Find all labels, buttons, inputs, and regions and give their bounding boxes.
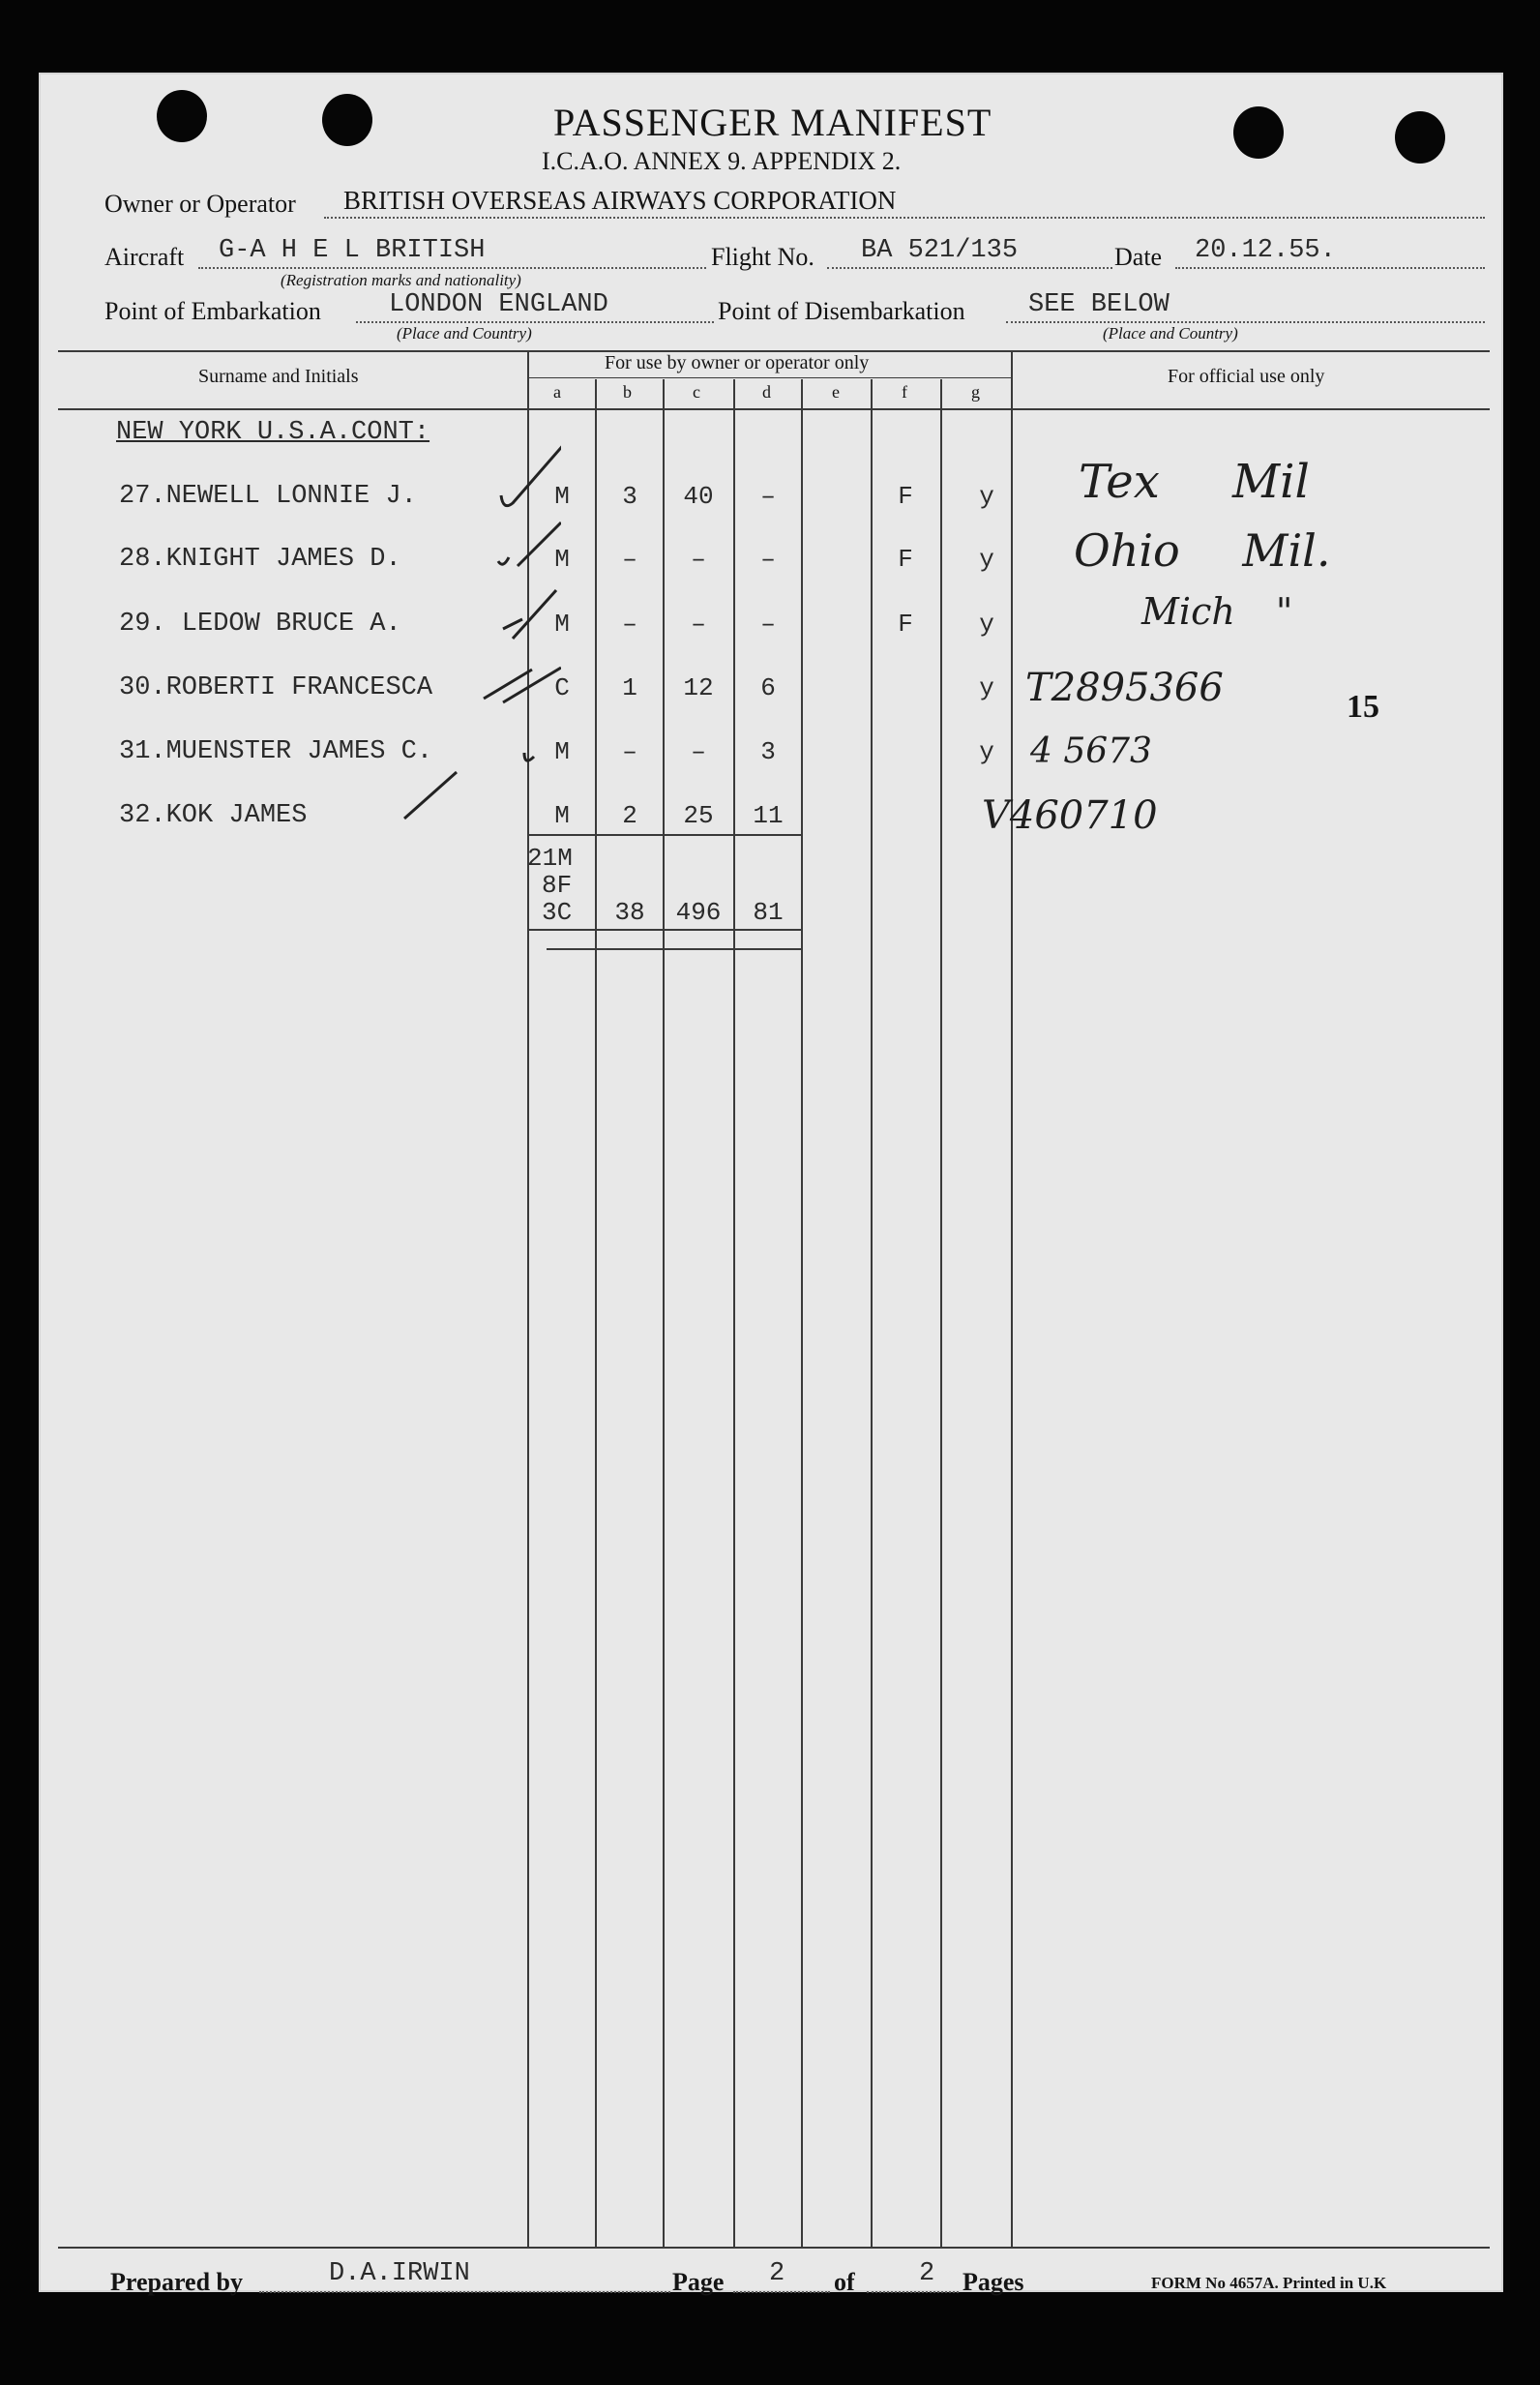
total-a-line2: 8F xyxy=(542,871,573,900)
total-a-line1: 21M xyxy=(527,844,573,873)
total-d: 81 xyxy=(753,898,784,927)
official-note: T2895366 xyxy=(1025,666,1224,710)
official-note: Ohio Mil. xyxy=(1074,524,1331,577)
sub-col-e: e xyxy=(832,382,840,402)
cell-b: 1 xyxy=(622,673,637,702)
passenger-name: 29. LEDOW BRUCE A. xyxy=(119,610,401,639)
embark-dotted-line xyxy=(356,321,714,323)
punch-hole xyxy=(157,90,207,142)
of-dotted-line xyxy=(867,2291,959,2293)
owner-label: Owner or Operator xyxy=(104,190,296,218)
owner-value: BRITISH OVERSEAS AIRWAYS CORPORATION xyxy=(343,186,897,215)
cell-d: – xyxy=(760,545,776,574)
cell-a: M xyxy=(554,482,570,511)
cell-d: 3 xyxy=(760,737,776,766)
total-a-line3: 3C xyxy=(542,898,573,927)
cell-g: y xyxy=(979,737,994,766)
disembark-dotted-line xyxy=(1006,321,1485,323)
check-mark xyxy=(498,522,561,566)
cell-b: – xyxy=(622,610,637,639)
sub-col-c: c xyxy=(693,382,700,402)
header-bottom-rule xyxy=(58,408,1490,410)
date-dotted-line xyxy=(1175,267,1485,269)
official-header: For official use only xyxy=(1168,366,1325,387)
cell-f: F xyxy=(898,545,913,574)
embark-label: Point of Embarkation xyxy=(104,297,321,325)
totals-double-rule xyxy=(547,948,803,950)
check-mark xyxy=(524,753,534,760)
cell-b: – xyxy=(622,737,637,766)
totals-top-rule xyxy=(527,834,803,836)
punch-hole xyxy=(322,94,372,146)
footer-rule xyxy=(58,2247,1490,2249)
flight-dotted-line xyxy=(827,267,1112,269)
cell-g: y xyxy=(979,610,994,639)
sub-col-d: d xyxy=(762,382,771,402)
check-mark xyxy=(404,772,457,819)
owner-use-header: For use by owner or operator only xyxy=(605,352,870,373)
owner-use-rule xyxy=(527,377,1011,378)
passenger-name: 28.KNIGHT JAMES D. xyxy=(119,545,401,574)
page-value: 2 xyxy=(769,2259,785,2288)
cell-g: y xyxy=(979,673,994,702)
official-note: 4 5673 xyxy=(1030,731,1152,771)
embark-value: LONDON ENGLAND xyxy=(389,290,608,319)
total-c: 496 xyxy=(675,898,722,927)
passenger-name: 30.ROBERTI FRANCESCA xyxy=(119,673,433,702)
cell-c: 40 xyxy=(683,482,714,511)
aircraft-label: Aircraft xyxy=(104,243,185,271)
cell-g: y xyxy=(979,482,994,511)
sub-col-a: a xyxy=(553,382,561,402)
prepared-value: D.A.IRWIN xyxy=(329,2259,470,2288)
flight-value: BA 521/135 xyxy=(861,236,1019,265)
of-label: of xyxy=(834,2268,855,2296)
passenger-name: 32.KOK JAMES xyxy=(119,801,308,830)
punch-hole xyxy=(1233,106,1284,159)
official-note: Mich " xyxy=(1141,590,1293,633)
check-mark xyxy=(501,445,561,506)
date-value: 20.12.55. xyxy=(1195,236,1336,265)
cell-d: 6 xyxy=(760,673,776,702)
date-label: Date xyxy=(1114,243,1163,271)
flight-label: Flight No. xyxy=(711,243,814,271)
form-number: FORM No 4657A. Printed in U.K xyxy=(1151,2274,1387,2292)
cell-a: C xyxy=(554,673,570,702)
prepared-dotted-line xyxy=(259,2291,670,2293)
surname-header: Surname and Initials xyxy=(198,366,359,387)
passenger-name: 27.NEWELL LONNIE J. xyxy=(119,482,417,511)
sub-col-f: f xyxy=(902,382,907,402)
owner-dotted-line xyxy=(324,217,1485,219)
side-number: 15 xyxy=(1347,689,1379,725)
cell-c: 25 xyxy=(683,801,714,830)
cell-d: – xyxy=(760,610,776,639)
aircraft-dotted-line xyxy=(198,267,706,269)
official-note: Tex Mil xyxy=(1079,455,1310,509)
column-rule xyxy=(733,379,735,2247)
section-title: NEW YORK U.S.A.CONT: xyxy=(116,418,430,447)
cell-a: M xyxy=(554,737,570,766)
manifest-sheet xyxy=(39,73,1503,2292)
cell-c: 12 xyxy=(683,673,714,702)
cell-c: – xyxy=(691,737,706,766)
prepared-label: Prepared by xyxy=(110,2268,243,2296)
page-label: Page xyxy=(672,2268,725,2296)
cell-g: y xyxy=(979,545,994,574)
totals-rule xyxy=(527,929,803,931)
sub-col-b: b xyxy=(623,382,632,402)
cell-d: – xyxy=(760,482,776,511)
disembark-note: (Place and Country) xyxy=(1103,324,1238,343)
disembark-label: Point of Disembarkation xyxy=(718,297,965,325)
column-rule xyxy=(595,379,597,2247)
form-title: PASSENGER MANIFEST xyxy=(553,101,992,144)
column-rule xyxy=(801,379,803,2247)
punch-hole xyxy=(1395,111,1445,164)
official-note: V460710 xyxy=(982,793,1158,838)
check-mark xyxy=(484,668,561,702)
cell-b: – xyxy=(622,545,637,574)
form-subtitle: I.C.A.O. ANNEX 9. APPENDIX 2. xyxy=(542,147,902,175)
check-marks xyxy=(368,445,561,832)
cell-a: M xyxy=(554,801,570,830)
column-rule xyxy=(871,379,873,2247)
disembark-value: SEE BELOW xyxy=(1028,290,1170,319)
sub-col-g: g xyxy=(971,382,980,402)
passenger-name: 31.MUENSTER JAMES C. xyxy=(119,737,433,766)
column-rule xyxy=(940,379,942,2247)
total-b: 38 xyxy=(614,898,645,927)
aircraft-note: (Registration marks and nationality) xyxy=(281,271,521,289)
page-dotted-line xyxy=(733,2291,830,2293)
column-rule xyxy=(663,379,665,2247)
cell-c: – xyxy=(691,545,706,574)
cell-a: M xyxy=(554,545,570,574)
cell-d: 11 xyxy=(753,801,784,830)
embark-note: (Place and Country) xyxy=(397,324,532,343)
cell-b: 2 xyxy=(622,801,637,830)
cell-b: 3 xyxy=(622,482,637,511)
cell-a: M xyxy=(554,610,570,639)
cell-f: F xyxy=(898,610,913,639)
pages-label: Pages xyxy=(962,2268,1024,2296)
aircraft-value: G-A H E L BRITISH xyxy=(219,236,486,265)
check-mark xyxy=(503,590,556,639)
of-value: 2 xyxy=(919,2259,935,2288)
cell-f: F xyxy=(898,482,913,511)
cell-c: – xyxy=(691,610,706,639)
